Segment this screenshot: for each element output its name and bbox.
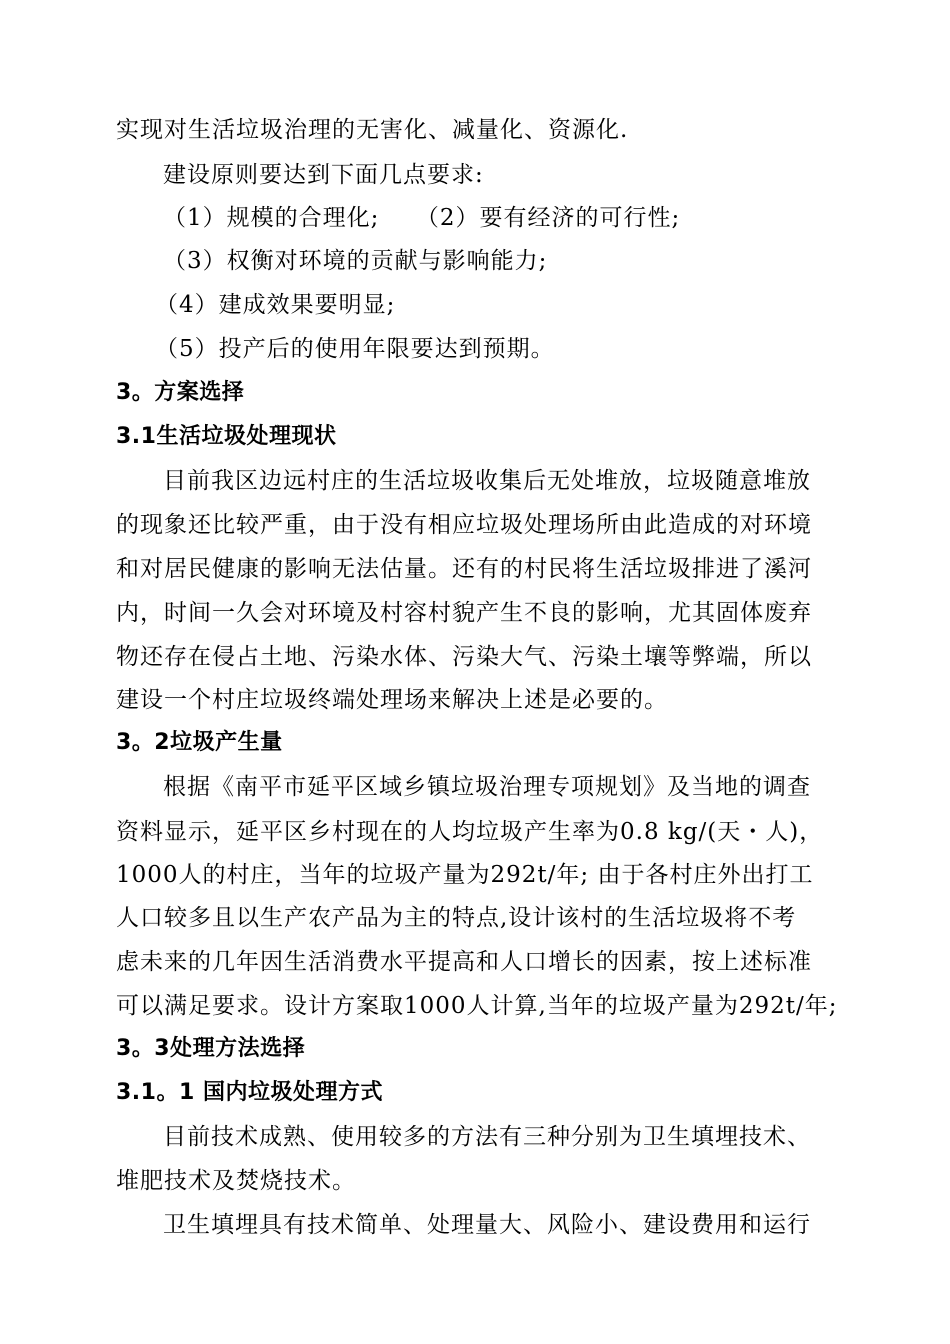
section-heading: 3.1生活垃圾处理现状 bbox=[116, 424, 337, 449]
requirement-item: （5）投产后的使用年限要达到预期。 bbox=[155, 336, 555, 362]
requirement-item: （1）规模的合理化; （2）要有经济的可行性; bbox=[163, 205, 681, 231]
body-text-line: 和对居民健康的影响无法估量。还有的村民将生活垃圾排进了溪河 bbox=[116, 556, 812, 582]
body-text-line: 人口较多且以生产农产品为主的特点,设计该村的生活垃圾将不考 bbox=[116, 905, 797, 931]
body-text-line: 可以满足要求。设计方案取1000人计算,当年的垃圾产量为292t/年; bbox=[116, 993, 838, 1019]
body-text-line: 虑未来的几年因生活消费水平提高和人口增长的因素，按上述标准 bbox=[116, 949, 812, 975]
body-text-line: 堆肥技术及焚烧技术。 bbox=[116, 1168, 356, 1194]
body-text-line: 根据《南平市延平区域乡镇垃圾治理专项规划》及当地的调查 bbox=[163, 774, 811, 800]
body-text-line: 资料显示，延平区乡村现在的人均垃圾产生率为0.8 kg/(天・人)， bbox=[116, 819, 824, 845]
body-text-line: 物还存在侵占土地、污染水体、污染大气、污染土壤等弊端，所以 bbox=[116, 644, 812, 670]
section-heading: 3。方案选择 bbox=[116, 380, 245, 405]
requirement-item: （4）建成效果要明显; bbox=[155, 292, 396, 318]
body-text-line: 建设一个村庄垃圾终端处理场来解决上述是必要的。 bbox=[116, 687, 668, 713]
body-text-line: 目前技术成熟、使用较多的方法有三种分别为卫生填埋技术、 bbox=[163, 1124, 811, 1150]
requirement-item: （3）权衡对环境的贡献与影响能力; bbox=[163, 248, 548, 274]
section-heading: 3。3处理方法选择 bbox=[116, 1036, 306, 1061]
body-text-line: 内，时间一久会对环境及村容村貌产生不良的影响，尤其固体废弃 bbox=[116, 600, 812, 626]
body-text-line: 卫生填埋具有技术简单、处理量大、风险小、建设费用和运行 bbox=[163, 1212, 811, 1238]
section-heading: 3。2垃圾产生量 bbox=[116, 730, 283, 755]
body-text-line: 目前我区边远村庄的生活垃圾收集后无处堆放，垃圾随意堆放 bbox=[163, 468, 811, 494]
body-text-line: 实现对生活垃圾治理的无害化、减量化、资源化. bbox=[116, 117, 629, 143]
body-text-line: 建设原则要达到下面几点要求: bbox=[163, 162, 484, 188]
body-text-line: 1000人的村庄，当年的垃圾产量为292t/年; 由于各村庄外出打工 bbox=[116, 862, 814, 888]
subsection-heading: 3.1。1 国内垃圾处理方式 bbox=[116, 1080, 383, 1105]
body-text-line: 的现象还比较严重，由于没有相应垃圾处理场所由此造成的对环境 bbox=[116, 512, 812, 538]
